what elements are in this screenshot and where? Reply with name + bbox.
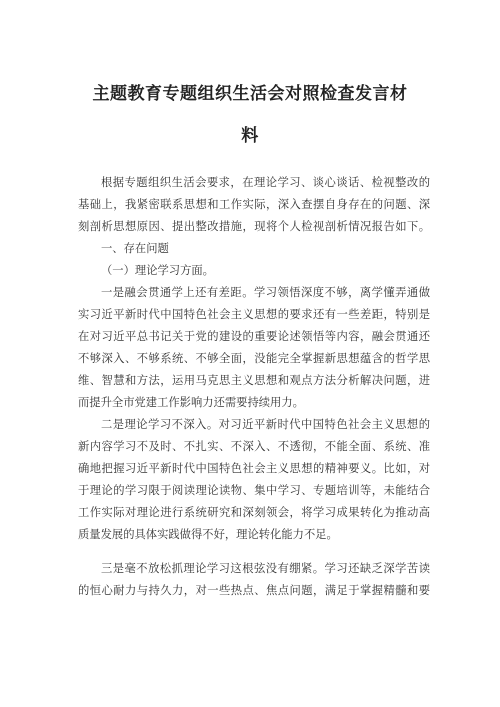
paragraph-line: 确地把握习近平新时代中国特色社会主义思想的精神要义。比如，对 [78,462,430,475]
paragraph-line: 实习近平新时代中国特色社会主义思想的要求还有一些差距，特别是 [78,308,430,321]
paragraph-line: 不够深入、不够系统、不够全面，没能完全掌握新思想蕴含的哲学思 [78,352,430,365]
intro-line: 基础上，我紧密联系思想和工作实际，深入查摆自身存在的问题、深 [78,198,430,211]
paragraph-line: 的恒心耐力与持久力，对一些热点、焦点问题，满足于掌握精髓和要 [78,584,430,597]
document-title-line-1: 主题教育专题组织生活会对照检查发言材 [92,84,408,104]
section-heading: 一、存在问题 [101,242,169,255]
paragraph-line: 新内容学习不及时、不扎实、不深入、不透彻，不能全面、系统、准 [78,440,430,453]
paragraph-line: 质量发展的具体实践做得不好，理论转化能力不足。 [78,528,338,541]
intro-line: 刻剖析思想原因、提出整改措施，现将个人检视剖析情况报告如下。 [78,220,430,233]
paragraph-line: 于理论的学习限于阅读理论读物、集中学习、专题培训等，未能结合 [78,484,430,497]
paragraph-line: 工作实际对理论进行系统研究和深刻领会，将学习成果转化为推动高 [78,506,430,519]
paragraph-line: 三是毫不放松抓理论学习这根弦没有绷紧。学习还缺乏深学苦读 [101,562,430,575]
intro-line: 根据专题组织生活会要求，在理论学习、谈心谈话、检视整改的 [101,176,430,189]
paragraph-line: 在对习近平总书记关于党的建设的重要论述领悟等内容，融会贯通还 [78,330,430,343]
paragraph-line: 二是理论学习不深入。对习近平新时代中国特色社会主义思想的 [101,418,430,431]
paragraph-line: 维、智慧和方法，运用马克思主义思想和观点方法分析解决问题，进 [78,374,430,387]
subsection-heading: （一）理论学习方面。 [101,264,214,277]
document-title-line-2: 料 [241,126,259,146]
paragraph-line: 而提升全市党建工作影响力还需要持续用力。 [78,396,304,409]
paragraph-line: 一是融会贯通学上还有差距。学习领悟深度不够，离学懂弄通做 [101,286,430,299]
